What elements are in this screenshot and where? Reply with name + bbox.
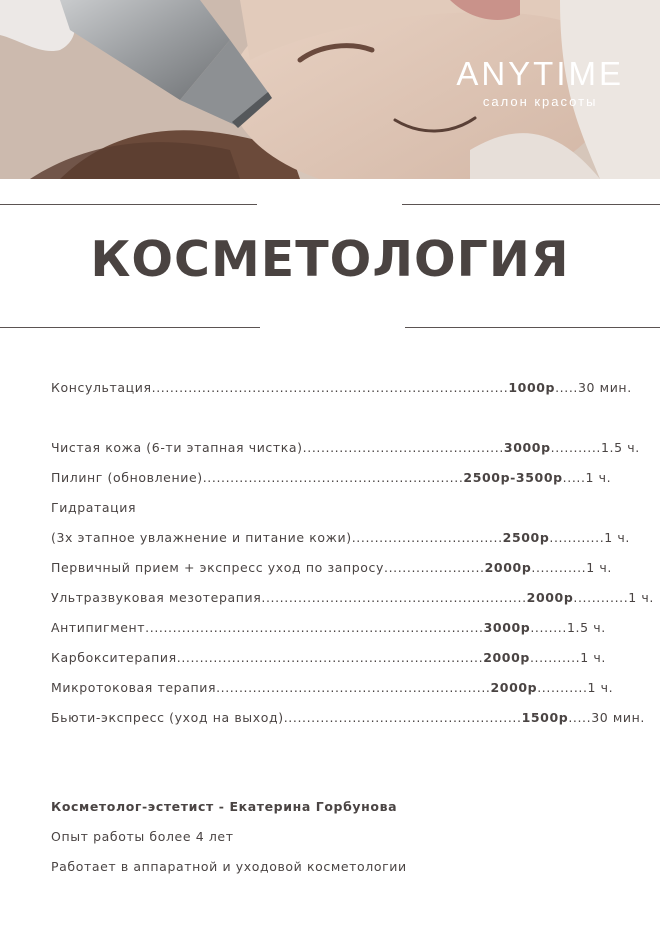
service-row-ultrasonic-mesotherapy [51,589,654,607]
leader-dots: ............................................ [302,440,504,455]
divider-top-right [402,204,660,205]
leader-dots: ............ [531,560,587,575]
service-duration: 1 ч. [604,530,630,545]
service-name: Антипигмент [51,620,146,635]
service-name: Карбокситерапия [51,650,177,665]
leader-dots: ..... [562,470,586,485]
service-row-beauty-express [51,709,645,727]
service-name: Консультация [51,380,152,395]
service-name: Первичный прием + экспресс уход по запросу [51,560,384,575]
service-name: Бьюти-экспресс (уход на выход) [51,710,284,725]
divider-bottom-left [0,327,260,328]
leader-dots: ........... [529,650,581,665]
service-price: 3000р [503,440,551,455]
service-price: 2000р [483,650,530,665]
service-price: 1000р [508,380,556,395]
specialist-description: Работает в аппаратной и уходовой косметологии [51,859,407,874]
service-duration: 30 мин. [577,380,632,395]
service-price: 2500р-3500р [463,470,563,485]
service-duration: 1 ч. [586,560,612,575]
service-duration: 1 ч. [580,650,606,665]
service-name: Ультразвуковая мезотерапия [51,590,262,605]
leader-dots: ................................................................... [176,650,484,665]
brand-subtitle: салон красоты [482,94,598,109]
service-price: 2000р [490,680,538,695]
leader-dots: .......................................................................... [145,620,484,635]
leader-dots: ........... [550,440,601,455]
leader-dots: ..... [568,710,592,725]
leader-dots: ...................... [384,560,485,575]
brand-logo [456,56,624,109]
service-duration: 1.5 ч. [600,440,640,455]
leader-dots: .............................................................................. [151,380,509,395]
service-duration: 30 мин. [591,710,645,725]
specialist-experience: Опыт работы более 4 лет [51,829,234,844]
service-duration: 1.5 ч. [566,620,606,635]
leader-dots: ............................................................ [216,680,491,695]
leader-dots: ..... [555,380,578,395]
leader-dots: ............ [549,530,605,545]
service-price: 3000р [483,620,531,635]
service-price: 2000р [484,560,532,575]
service-name: Чистая кожа (6-ти этапная чистка) [51,440,303,455]
service-row-microcurrent [51,679,613,697]
service-row-hydration-heading [51,499,136,517]
service-price: 2000р [526,590,574,605]
service-duration: 1 ч. [585,470,612,485]
service-row-first-visit [51,559,612,577]
service-name: (3х этапное увлажнение и питание кожи) [51,530,352,545]
service-price: 1500р [521,710,569,725]
service-name: Микротоковая терапия [51,680,217,695]
service-row-peeling [51,469,611,487]
service-duration: 1 ч. [587,680,614,695]
service-price: 2500р [502,530,550,545]
hero-photo [0,0,660,179]
leader-dots: .................................................... [283,710,522,725]
leader-dots: ................................. [351,530,503,545]
leader-dots: ......................................................... [202,470,464,485]
leader-dots: .......................................................... [261,590,527,605]
leader-dots: ............ [573,590,629,605]
page-title: КОСМЕТОЛОГИЯ [90,231,570,288]
divider-top-left [0,204,257,205]
service-row-consultation [51,379,632,397]
divider-bottom-right [405,327,660,328]
service-row-hydration [51,529,630,547]
specialist-name: Косметолог-эстетист - Екатерина Горбунова [51,799,398,814]
service-row-clean-skin [51,439,640,457]
service-row-carboxytherapy [51,649,606,667]
service-duration: 1 ч. [628,590,654,605]
service-name: Пилинг (обновление) [51,470,203,485]
leader-dots: ........ [530,620,567,635]
brand-name: ANYTIME [456,55,624,92]
service-name: Гидратация [51,500,137,515]
leader-dots: ........... [537,680,588,695]
service-row-antipigment [51,619,606,637]
